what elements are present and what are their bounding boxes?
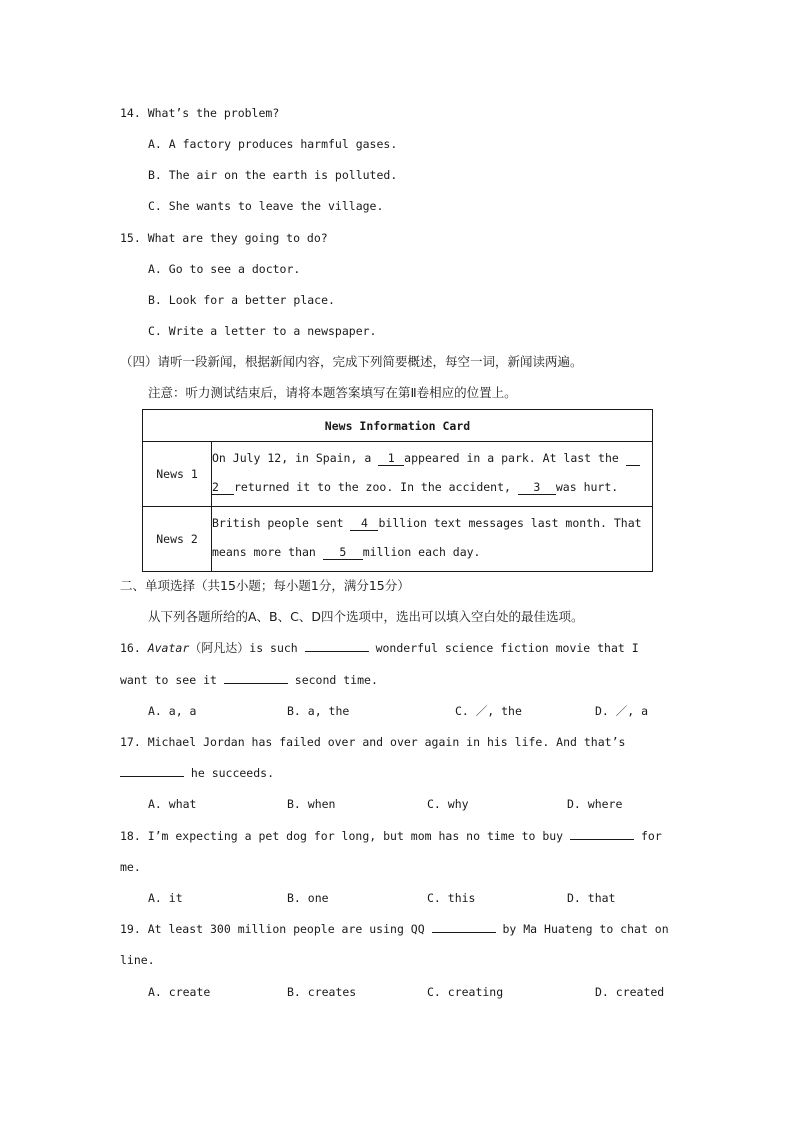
news2-body: British people sent 4 billion text messages last month. That means more than 5 million each day.: [212, 507, 653, 572]
q19-blank: [432, 921, 496, 933]
q19-option-b: B. creates: [287, 985, 357, 999]
avatar-title: Avatar: [147, 641, 190, 655]
q18-option-c: C. this: [427, 891, 476, 905]
blank-1: 1: [378, 451, 404, 466]
q19-option-a: A. create: [148, 985, 211, 999]
q15-option-c: C. Write a letter to a newspaper.: [148, 324, 377, 338]
news-information-card: [142, 409, 653, 572]
blank-4: 4: [350, 516, 378, 531]
q18-option-d: D. that: [567, 891, 616, 905]
q19-option-c: C. creating: [427, 985, 504, 999]
q16-blank-2: [224, 672, 288, 684]
q15-option-a: A. Go to see a doctor.: [148, 262, 301, 276]
news2-label: News 2: [143, 507, 212, 572]
part2-instruction: 从下列各题所给的A、B、C、D四个选项中，选出可以填入空白处的最佳选项。: [148, 609, 584, 624]
q18-blank: [570, 828, 634, 840]
q16-line2: want to see it second time.: [120, 673, 378, 687]
q14-option-b: B. The air on the earth is polluted.: [148, 168, 398, 182]
section4-note: 注意：听力测试结束后，请将本题答案填写在第Ⅱ卷相应的位置上。: [148, 385, 517, 400]
q16-option-b: B. a, the: [287, 704, 350, 718]
q18-option-b: B. one: [287, 891, 329, 905]
q17-line1: 17. Michael Jordan has failed over and over again in his life. And that’s: [120, 735, 626, 749]
q17-option-b: B. when: [287, 797, 336, 811]
blank-2-start: [626, 451, 640, 466]
q19-line2: line.: [120, 953, 155, 967]
q17-blank: [120, 765, 184, 777]
q14-option-c: C. She wants to leave the village.: [148, 199, 384, 213]
news1-label: News 1: [143, 442, 212, 507]
blank-3: 3: [518, 480, 556, 495]
blank-2: 2: [212, 480, 234, 495]
q16-option-d: D. ／, a: [595, 704, 649, 718]
q16-line1: 16. Avatar（阿凡达）is such wonderful science fiction movie that I: [120, 641, 639, 655]
q15-stem: 15. What are they going to do?: [120, 231, 328, 245]
q17-option-c: C. why: [427, 797, 469, 811]
q14-option-a: A. A factory produces harmful gases.: [148, 137, 398, 151]
q16-option-c: C. ／, the: [455, 704, 522, 718]
q18-line2: me.: [120, 860, 141, 874]
blank-5: 5: [323, 545, 363, 560]
q17-line2: he succeeds.: [120, 765, 274, 781]
part2-title: 二、单项选择（共15小题；每小题1分，满分15分）: [120, 578, 410, 593]
q16-option-a: A. a, a: [148, 704, 197, 718]
q17-option-a: A. what: [148, 797, 197, 811]
q14-stem: 14. What’s the problem?: [120, 106, 280, 120]
section4-title: （四）请听一段新闻，根据新闻内容，完成下列简要概述，每空一词，新闻读两遍。: [120, 354, 583, 369]
q19-line1: 19. At least 300 million people are using QQ by Ma Huateng to chat on: [120, 922, 669, 936]
q18-line1: 18. I’m expecting a pet dog for long, but mom has no time to buy for: [120, 829, 662, 843]
q19-option-d: D. created: [595, 985, 665, 999]
card-header: News Information Card: [143, 410, 653, 442]
q18-option-a: A. it: [148, 891, 183, 905]
news1-body: On July 12, in Spain, a 1 appeared in a park. At last the 2 returned it to the zoo. In the accident, 3 was hurt.: [212, 442, 653, 507]
q17-option-d: D. where: [567, 797, 623, 811]
q15-option-b: B. Look for a better place.: [148, 293, 335, 307]
q16-blank-1: [305, 640, 369, 652]
